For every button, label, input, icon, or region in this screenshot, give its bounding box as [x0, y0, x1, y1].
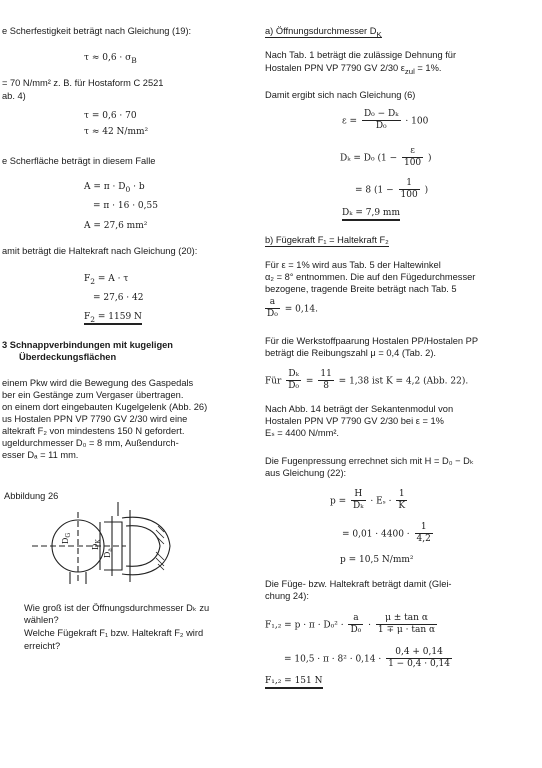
equation-text: = 10,5 · π · 8² · 0,14 · — [284, 654, 382, 665]
text-line: Nach Tab. 1 beträgt die zulässige Dehnung für — [265, 50, 457, 60]
denominator: D₀ — [267, 309, 278, 320]
section-heading-cont: Überdeckungsflächen — [19, 352, 117, 362]
denominator: 1 − 0,4 · 0,14 — [388, 659, 451, 670]
text-line: = 70 N/mm² z. B. für Hostaform C 2521 — [2, 78, 164, 88]
equation-result — [84, 312, 142, 324]
equation-text: F — [84, 312, 91, 322]
text-span: = 1%. — [414, 63, 442, 73]
equation-text: F — [84, 274, 91, 284]
equation-text: = 1159 N — [95, 312, 142, 322]
subscript: 0 — [125, 184, 131, 194]
equation-text: = A · τ — [95, 274, 129, 284]
equation-ratio — [263, 297, 318, 321]
numerator: D₀ − Dₖ — [362, 109, 401, 121]
subscript: 2 — [90, 276, 96, 286]
fraction — [351, 489, 366, 513]
denominator: 100 — [403, 158, 422, 169]
equation: = 27,6 · 42 — [93, 293, 144, 303]
fraction — [376, 613, 437, 637]
denominator: Dₖ — [353, 501, 364, 512]
equation-text: (1 − — [374, 185, 394, 196]
equation-text: Für — [265, 376, 282, 387]
text-line: Damit ergibt sich nach Gleichung (6) — [265, 90, 416, 100]
fraction — [362, 109, 401, 133]
denominator: D₀ — [375, 121, 387, 132]
text-line: bezogene, tragende Breite beträgt nach Tab. 5 — [265, 284, 457, 294]
question-line: wählen? — [24, 615, 59, 625]
fraction — [318, 369, 333, 393]
label-dk: $D_K$ — [91, 539, 102, 550]
equation: A = 27,6 mm² — [84, 221, 148, 231]
numerator: a — [265, 297, 280, 309]
equation-text: · 100 — [405, 116, 429, 127]
subheading-b — [265, 235, 389, 247]
text-line: us Hostalen PPN VP 7790 GV 2/30 wird eine — [2, 414, 188, 424]
question-line: Welche Fügekraft F₁ bzw. Haltekraft F₂ wird — [24, 628, 204, 638]
equation-text: · Eₛ · — [370, 496, 392, 507]
numerator: 11 — [318, 369, 333, 381]
text-line: Die Füge- bzw. Haltekraft beträgt damit (Glei- — [265, 579, 452, 589]
numerator: H — [351, 489, 366, 501]
text-line: ber ein Gestänge zum Vergaser übertragen. — [2, 390, 184, 400]
text-line: Für die Werkstoffpaarung Hostalen PP/Hostalen PP — [265, 336, 479, 346]
fraction — [402, 146, 423, 170]
equation-dk — [340, 146, 432, 170]
equation-text: · b — [130, 182, 145, 192]
text-line: Für ε = 1% wird aus Tab. 5 der Haltewinkel — [265, 260, 441, 270]
text-line: altekraft F₂ von mindestens 150 N gefordert. — [2, 426, 185, 436]
equation-text: = 1,38 ist K = 4,2 (Abb. 22). — [338, 376, 469, 387]
equation-text: τ ≈ 0,6 · σ — [84, 53, 132, 63]
equation-force-sub — [284, 647, 454, 671]
numerator: μ ± tan α — [376, 613, 437, 625]
denominator: 8 — [323, 381, 329, 392]
equation-force-result — [265, 676, 323, 687]
equation-text: · — [368, 620, 372, 631]
text-line: Die Fugenpressung errechnet sich mit H = D₀ − Dₖ — [265, 456, 474, 466]
heading-text: b) Fügekraft F₁ = Haltekraft F₂ — [265, 235, 389, 245]
numerator: 1 — [415, 522, 433, 534]
text-line: ugeldurchmesser D₀ = 8 mm, Außendurch- — [2, 438, 179, 448]
fraction — [286, 369, 301, 393]
numerator: 0,4 + 0,14 — [386, 647, 452, 659]
equation: τ ≈ 42 N/mm² — [84, 127, 149, 137]
section-heading: 3 Schnappverbindungen mit kugeligen — [2, 340, 173, 350]
equation-text: = 0,14. — [284, 304, 319, 315]
question-line: Wie groß ist der Öffnungsdurchmesser Dₖ zu — [24, 603, 210, 613]
text-line: on einem dort eingebauten Kugelgelenk (Abb. 26) — [2, 402, 208, 412]
equation-holding-force — [84, 274, 128, 286]
result-text: F₁,₂ = 151 N — [265, 676, 323, 689]
text-line: esser Dₐ = 11 mm. — [2, 450, 79, 460]
fraction — [386, 647, 452, 671]
ball-joint-figure — [30, 500, 230, 600]
numerator: a — [348, 613, 363, 625]
text-line: amit beträgt die Haltekraft nach Gleichung (20): — [2, 246, 198, 256]
denominator: K — [398, 501, 406, 512]
question-line: erreicht? — [24, 641, 61, 651]
subscript: 2 — [90, 314, 96, 324]
equation-result-dk — [342, 208, 400, 219]
denominator: 100 — [400, 190, 418, 201]
equation-text: A = π · D — [84, 182, 126, 192]
fraction — [396, 489, 407, 513]
equation-text: (1 − — [377, 153, 398, 164]
text-line: einem Pkw wird die Bewegung des Gaspedals — [2, 378, 194, 388]
equation-k — [265, 369, 468, 393]
subscript: zul — [404, 66, 415, 76]
subscript: B — [131, 55, 137, 65]
denominator: 1 ∓ μ · tan α — [377, 625, 436, 636]
text-line: beträgt die Reibungszahl μ = 0,4 (Tab. 2). — [265, 348, 436, 358]
text-line: chung 24): — [265, 591, 309, 601]
equation-text: F₁,₂ = p · π · D₀² · — [265, 620, 344, 631]
equation-dk-sub — [355, 178, 428, 202]
equation-text: ε = — [342, 116, 358, 127]
text-line: Nach Abb. 14 beträgt der Sekantenmodul von — [265, 404, 454, 414]
result-text: Dₖ = 7,9 mm — [342, 208, 400, 221]
equation-text: p = — [330, 496, 347, 507]
equation-text: = — [305, 376, 314, 387]
denominator: 4,2 — [416, 534, 431, 545]
label-da: $D_a$ — [103, 548, 114, 558]
subheading-a — [265, 26, 382, 40]
numerator: 1 — [399, 178, 420, 190]
equation-pressure-result: p = 10,5 N/mm² — [340, 555, 414, 565]
equation-text: Dₖ = D₀ — [340, 153, 375, 164]
numerator: ε — [402, 146, 423, 158]
text-line: e Scherfestigkeit beträgt nach Gleichung (19): — [2, 26, 192, 36]
equation-text: ) — [424, 185, 429, 196]
equation-pressure — [330, 489, 409, 513]
equation-text: = 8 — [355, 185, 372, 196]
figure-caption: Abbildung 26 — [4, 491, 59, 501]
equation-area — [84, 182, 145, 194]
denominator: D₀ — [288, 381, 300, 392]
fraction — [265, 297, 280, 321]
equation-shear-strength — [84, 53, 137, 65]
text-line: Hostalen PPN VP 7790 GV 2/30 bei ε = 1% — [265, 416, 444, 426]
equation-force — [265, 613, 439, 637]
subscript: K — [376, 29, 382, 39]
equation-text: = 0,01 · 4400 · — [342, 529, 410, 540]
text-line — [265, 63, 441, 77]
fraction — [348, 613, 363, 637]
label-dg: $D_G$ — [61, 532, 72, 544]
equation-text: ) — [428, 153, 432, 164]
text-span: Hostalen PPN VP 7790 GV 2/30 ε — [265, 63, 405, 73]
heading-text: a) Öffnungsdurchmesser D — [265, 26, 377, 36]
numerator: Dₖ — [286, 369, 301, 381]
equation: τ = 0,6 · 70 — [84, 111, 137, 121]
equation-pressure-sub — [342, 522, 435, 546]
equation: = π · 16 · 0,55 — [93, 201, 158, 211]
denominator: D₀ — [350, 625, 362, 636]
fraction — [399, 178, 420, 202]
text-line: Eₛ = 4400 N/mm². — [265, 428, 339, 438]
fraction — [415, 522, 433, 546]
text-line: e Scherfläche beträgt in diesem Falle — [2, 156, 156, 166]
text-line: ab. 4) — [2, 91, 26, 101]
text-line: aus Gleichung (22): — [265, 468, 347, 478]
equation-strain — [342, 109, 428, 133]
numerator: 1 — [396, 489, 407, 501]
text-line: α₂ = 8° entnommen. Die auf den Fügedurchmesser — [265, 272, 476, 282]
